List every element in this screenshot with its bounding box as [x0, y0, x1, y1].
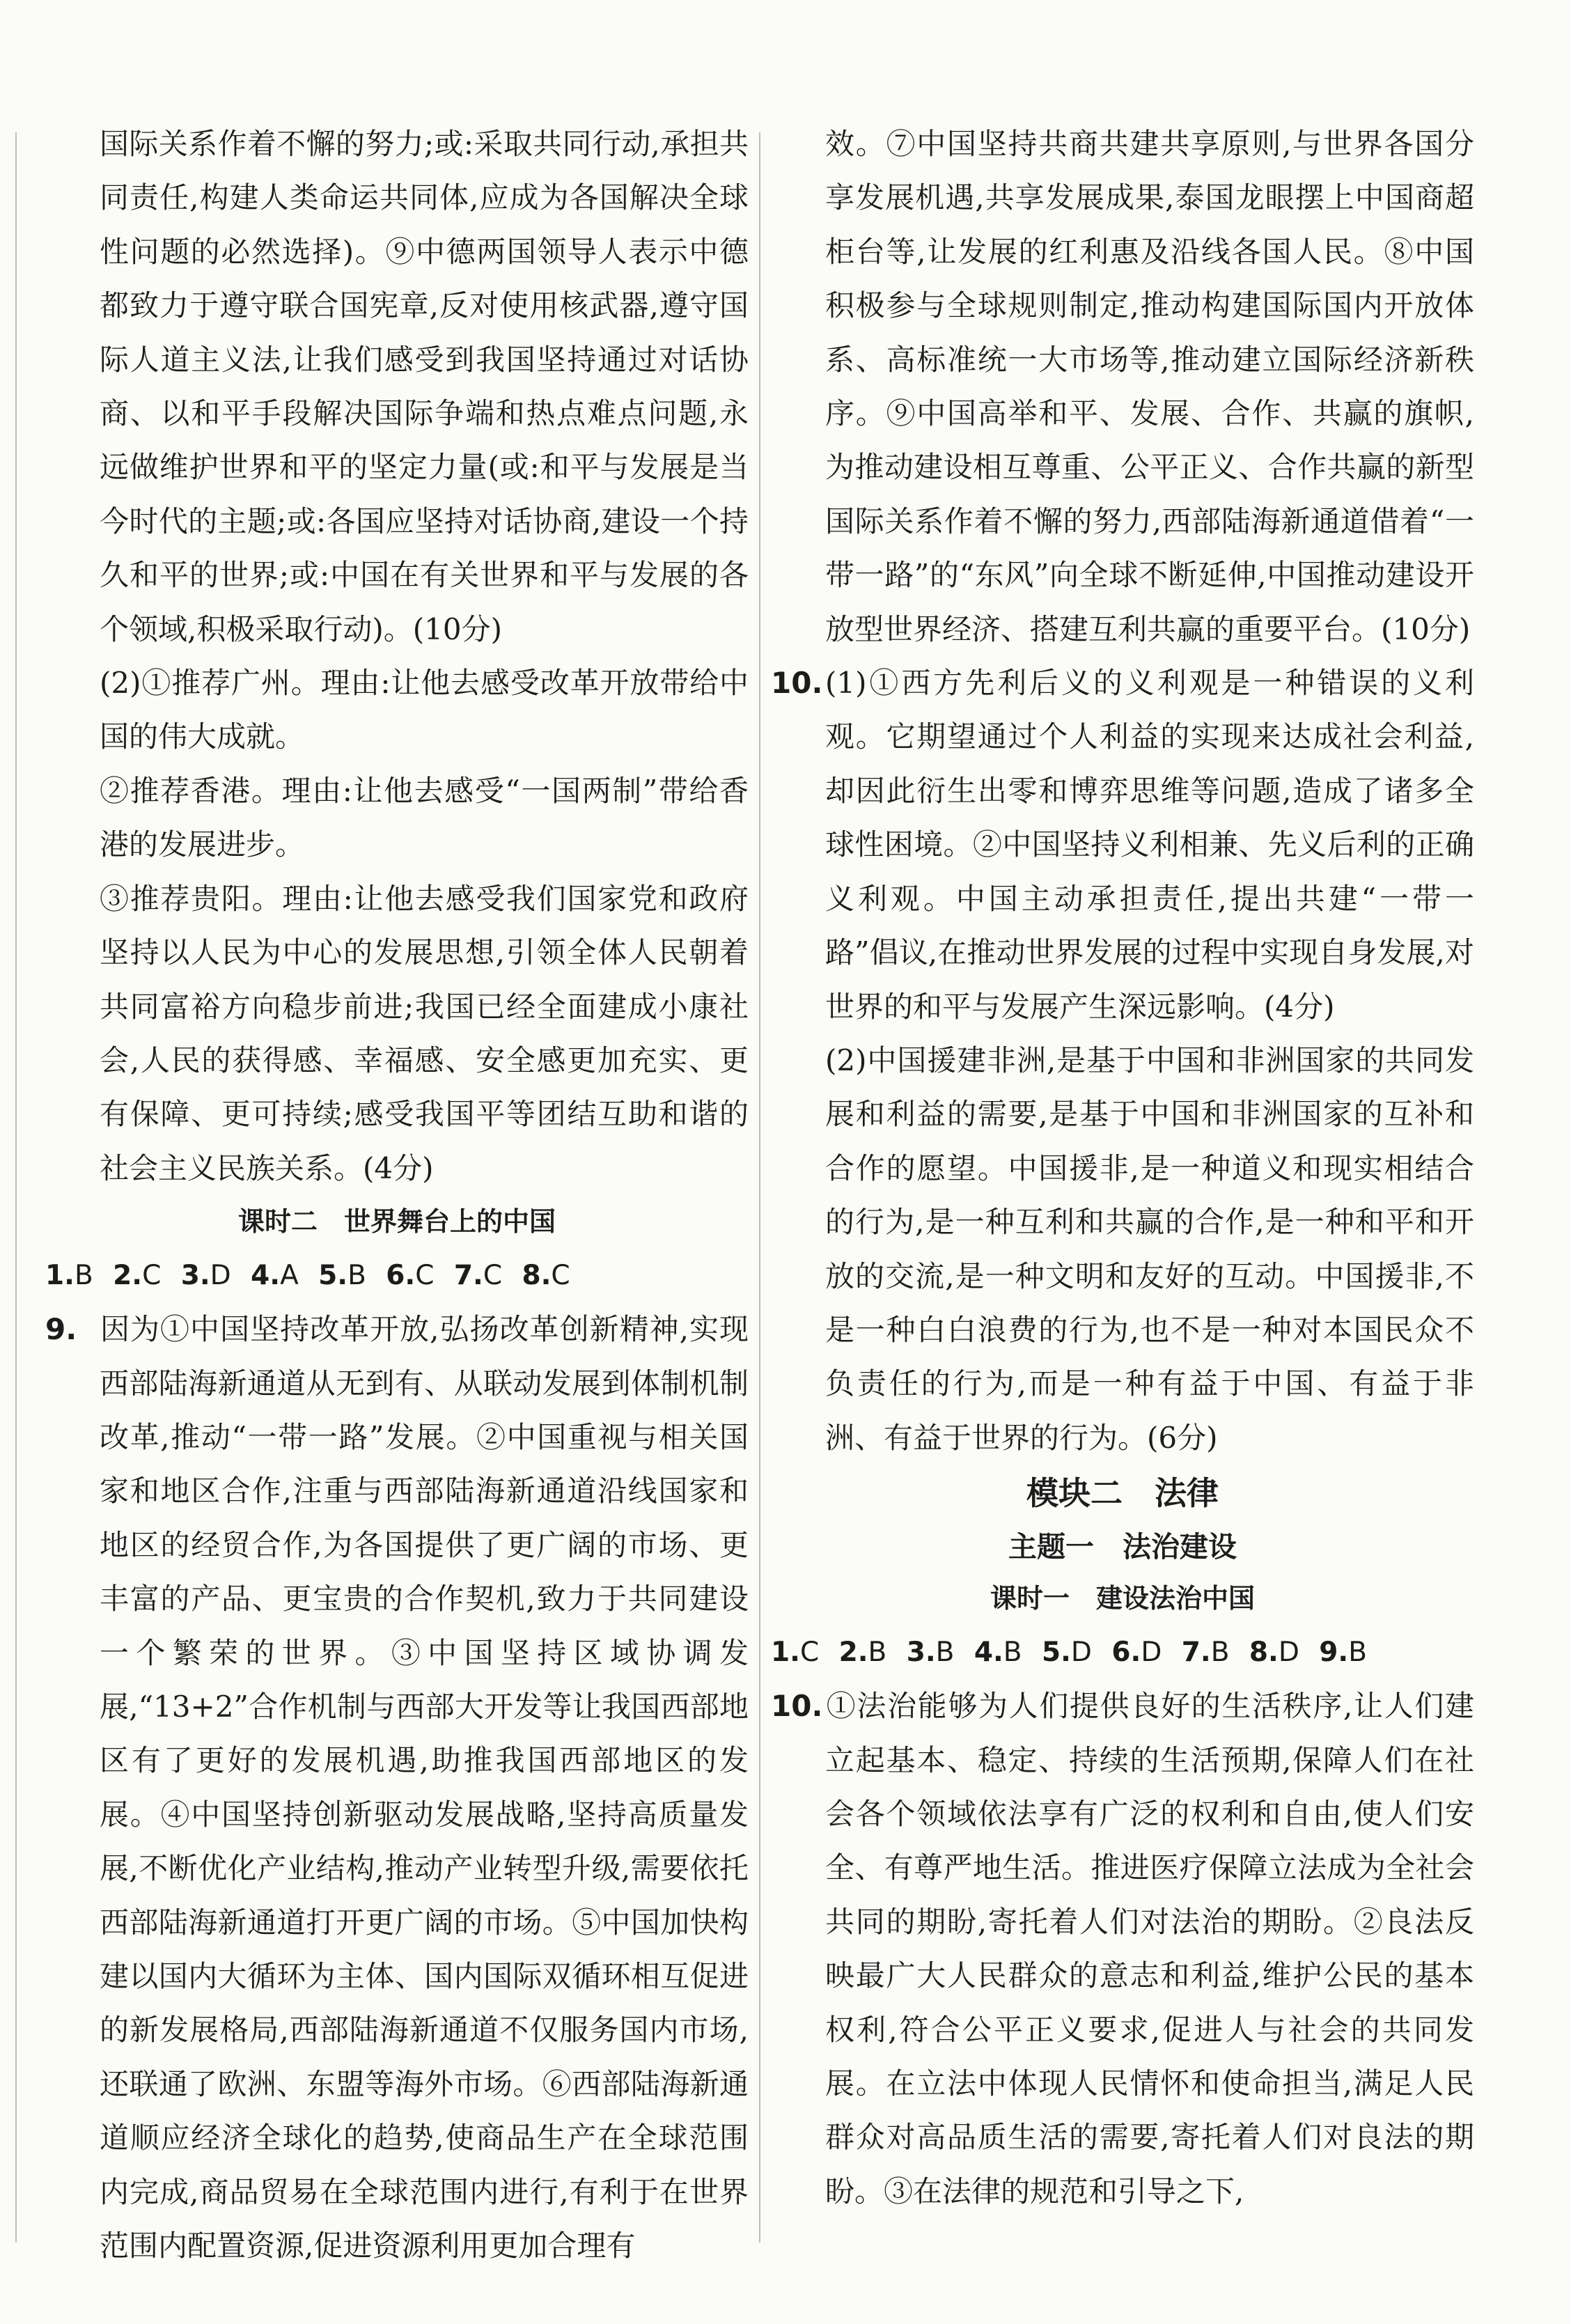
question-9-number: 9. [45, 1312, 77, 1347]
answer-item: 3.D [180, 1260, 231, 1292]
right-column [771, 117, 1474, 2218]
answer-item: 9.B [1319, 1637, 1367, 1669]
answer-row-left [45, 1249, 749, 1302]
answer-item: 8.D [1249, 1637, 1299, 1669]
answer-item: 4.B [974, 1637, 1022, 1669]
answer-item: 7.C [453, 1260, 503, 1292]
left-column [45, 117, 749, 2272]
left-margin-rule [15, 132, 17, 2243]
right-paragraph-1: 效。⑦中国坚持共商共建共享原则,与世界各国分享发展机遇,共享发展成果,泰国龙眼摆上中国商超柜台等,让发展的红利惠及沿线各国人民。⑧中国积极参与全球规则制定,推动构建国际国内开放体系、高标准统一大市场等,推动建立国际经济新秩序。⑨中国高举和平、发展、合作、共赢的旗帜,为推动建设相互尊重、公平正义、合作共赢的新型国际关系作着不懈的努力,西部陆海新通道借着“一带一路”的“东风”向全球不断延伸,中国推动建设开放型世界经济、搭建互利共赢的重要平台。(10分) [825, 127, 1474, 646]
module-heading: 模块二 法律 [1026, 1474, 1219, 1513]
lesson-heading-world-stage: 课时二 世界舞台上的中国 [237, 1206, 556, 1238]
left-paragraph-4: ③推荐贵阳。理由:让他去感受我们国家党和政府坚持以人民为中心的发展思想,引领全体人民朝着共同富裕方向稳步前进;我国已经全面建成小康社会,人民的获得感、幸福感、安全感更加充实、更有保障、更可持续;感受我国平等团结互助和谐的社会主义民族关系。(4分) [100, 881, 749, 1185]
question-10-rule-of-law-answer [771, 1679, 1474, 2218]
answer-item: 4.A [251, 1260, 299, 1292]
lesson-heading-rule-of-law: 课时一 建设法治中国 [990, 1583, 1255, 1614]
answer-item: 2.B [838, 1637, 887, 1669]
answer-item: 6.D [1111, 1637, 1162, 1669]
left-paragraph-2: (2)①推荐广州。理由:让他去感受改革开放带给中国的伟大成就。 [100, 666, 749, 754]
answer-item: 5.B [318, 1260, 366, 1292]
question-10-number: 10. [771, 666, 823, 701]
question-10-part-1: (1)①西方先利后义的义利观是一种错误的义利观。它期望通过个人利益的实现来达成社会利益,却因此衍生出零和博弈思维等问题,造成了诸多全球性困境。②中国坚持义利相兼、先义后利的正确义利观。中国主动承担责任,提出共建“一带一路”倡议,在推动世界发展的过程中实现自身发展,对世界的和平与发展产生深远影响。(4分) [825, 666, 1474, 1024]
question-10b-number: 10. [771, 1689, 823, 1724]
answer-item: 7.B [1181, 1637, 1230, 1669]
question-10-part-2: (2)中国援建非洲,是基于中国和非洲国家的共同发展和利益的需要,是基于中国和非洲国家的互补和合作的愿望。中国援非,是一种道义和现实相结合的行为,是一种互利和共赢的合作,是一种和平和开放的交流,是一种文明和友好的互动。中国援非,不是一种白白浪费的行为,也不是一种对本国民众不负责任的行为,而是一种有益于中国、有益于非洲、有益于世界的行为。(6分) [825, 1043, 1474, 1455]
left-paragraph-1: 国际关系作着不懈的努力;或:采取共同行动,承担共同责任,构建人类命运共同体,应成为各国解决全球性问题的必然选择)。⑨中德两国领导人表示中德都致力于遵守联合国宪章,反对使用核武器,遵守国际人道主义法,让我们感受到我国坚持通过对话协商、以和平手段解决国际争端和热点难点问题,永远做维护世界和平的坚定力量(或:和平与发展是当今时代的主题;或:各国应坚持对话协商,建设一个持久和平的世界;或:中国在有关世界和平与发展的各个领域,积极采取行动)。(10分) [100, 127, 749, 646]
question-10-answer [771, 656, 1474, 1034]
answer-item: 1.C [771, 1637, 820, 1669]
answer-item: 6.C [386, 1260, 435, 1292]
topic-heading: 主题一 法治建设 [1008, 1530, 1237, 1564]
left-paragraph-3: ②推荐香港。理由:让他去感受“一国两制”带给香港的发展进步。 [100, 773, 749, 862]
answer-row-right [771, 1625, 1474, 1679]
question-10b-text: ①法治能够为人们提供良好的生活秩序,让人们建立起基本、稳定、持续的生活预期,保障人们在社会各个领域依法享有广泛的权利和自由,使人们安全、有尊严地生活。推进医疗保障立法成为全社会共同的期盼,寄托着人们对法治的期盼。②良法反映最广大人民群众的意志和利益,维护公民的基本权利,符合公平正义要求,促进人与社会的共同发展。在立法中体现人民情怀和使命担当,满足人民群众对高品质生活的需要,寄托着人们对良法的期盼。③在法律的规范和引导之下, [825, 1689, 1474, 2208]
answer-item: 3.B [906, 1637, 955, 1669]
answer-item: 2.C [113, 1260, 162, 1292]
question-9-answer [45, 1302, 749, 2272]
answer-item: 5.D [1041, 1637, 1092, 1669]
question-9-text: 因为①中国坚持改革开放,弘扬改革创新精神,实现西部陆海新通道从无到有、从联动发展到体制机制改革,推动“一带一路”发展。②中国重视与相关国家和地区合作,注重与西部陆海新通道沿线国家和地区的经贸合作,为各国提供了更广阔的市场、更丰富的产品、更宝贵的合作契机,致力于共同建设一个繁荣的世界。③中国坚持区域协调发展,“13+2”合作机制与西部大开发等让我国西部地区有了更好的发展机遇,助推我国西部地区的发展。④中国坚持创新驱动发展战略,坚持高质量发展,不断优化产业结构,推动产业转型升级,需要依托西部陆海新通道打开更广阔的市场。⑤中国加快构建以国内大循环为主体、国内国际双循环相互促进的新发展格局,西部陆海新通道不仅服务国内市场,还联通了欧洲、东盟等海外市场。⑥西部陆海新通道顺应经济全球化的趋势,使商品生产在全球范围内完成,商品贸易在全球范围内进行,有利于在世界范围内配置资源,促进资源利用更加合理有 [100, 1312, 749, 2263]
column-divider [759, 132, 760, 2243]
answer-item: 8.C [522, 1260, 570, 1292]
answer-item: 1.B [45, 1260, 93, 1292]
